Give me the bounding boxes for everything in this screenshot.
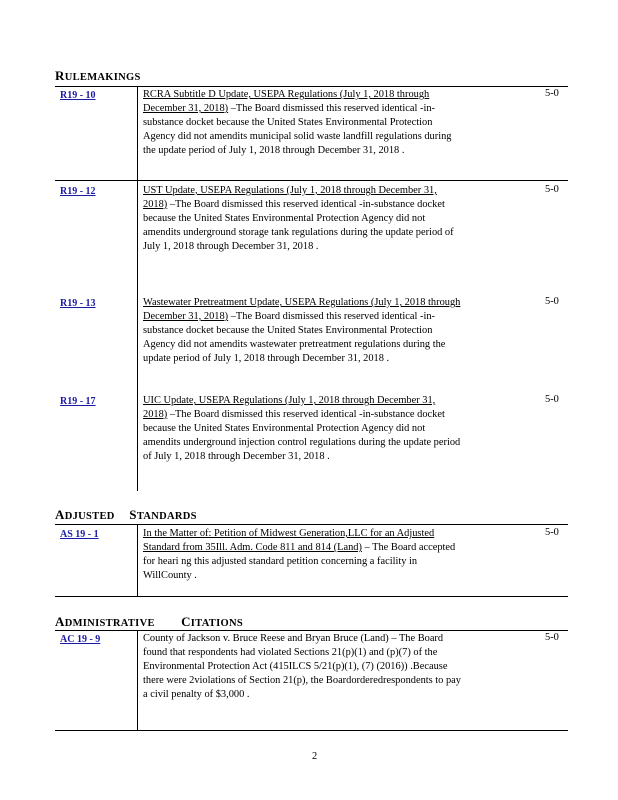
docket-link-r19-10[interactable]: R19 - 10 (60, 90, 96, 101)
docket-link-r19-13[interactable]: R19 - 13 (60, 298, 96, 309)
docket-link-ac19-9[interactable]: AC 19 - 9 (60, 634, 101, 645)
page-number: 2 (312, 751, 318, 762)
divider (55, 86, 568, 87)
entry-description: UIC Update, USEPA Regulations (July 1, 2018 through December 31, 2018) –The Board dismissed this reserved identical -in-substance docket because the United States Environmental Protection Agency did not amendits underground injection control regulations during the update period of July 1, 2018 through December 31, 2018 . (143, 395, 461, 462)
section-title-administrative-citations: ADMINISTRATIVE CITATIONS (55, 614, 243, 629)
column-divider (137, 630, 138, 730)
entry-description: In the Matter of: Petition of Midwest Generation,LLC for an Adjusted Standard from 35Ill. Adm. Code 811 and 814 (Land) – The Board accepted for heari ng this adjusted standard petition concerning a facility in WillCounty . (143, 528, 456, 581)
docket-link-as19-1[interactable]: AS 19 - 1 (60, 529, 99, 540)
section-title-adjusted-standards: ADJUSTED STANDARDS (55, 507, 197, 522)
entry-description: RCRA Subtitle D Update, USEPA Regulations (July 1, 2018 through December 31, 2018) –The Board dismissed this reserved identical -in-substance docket because the United States Environmental Protection Agency did not amendits municipal solid waste landfill regulations during the update period of July 1, 2018 through December 31, 2018 . (143, 89, 452, 156)
divider (55, 730, 568, 731)
vote-count: 5-0 (545, 527, 559, 538)
entry-description: County of Jackson v. Bruce Reese and Bryan Bruce (Land) – The Board found that respondents had violated Sections 21(p)(1) and (p)(7) of the Environmental Protection Act (415ILCS 5/21(p)(1), (7) (2016)) .Because there were 2violations of Section 21(p), the Boardorderedrespondents to pay a civil penalty of $3,000 . (143, 633, 461, 700)
entry-description: UST Update, USEPA Regulations (July 1, 2018 through December 31, 2018) –The Board dismissed this reserved identical -in-substance docket because the United States Environmental Protection Agency did not amendits underground storage tank regulations during the update period of July 1, 2018 through December 31, 2018 . (143, 185, 454, 252)
vote-count: 5-0 (545, 632, 559, 643)
docket-link-r19-17[interactable]: R19 - 17 (60, 396, 96, 407)
divider (55, 180, 568, 181)
docket-link-r19-12[interactable]: R19 - 12 (60, 186, 96, 197)
vote-count: 5-0 (545, 184, 559, 195)
divider (55, 596, 568, 597)
column-divider (137, 524, 138, 596)
column-divider (137, 86, 138, 491)
vote-count: 5-0 (545, 394, 559, 405)
divider (55, 630, 568, 631)
section-title-rulemakings: RULEMAKINGS (55, 68, 141, 83)
vote-count: 5-0 (545, 88, 559, 99)
entry-description: Wastewater Pretreatment Update, USEPA Regulations (July 1, 2018 through December 31, 2018) –The Board dismissed this reserved identical -in-substance docket because the United States Environmental Protection Agency did not amendits wastewater pretreatment regulations during the update period of July 1, 2018 through December 31, 2018 . (143, 297, 461, 364)
divider (55, 524, 568, 525)
vote-count: 5-0 (545, 296, 559, 307)
